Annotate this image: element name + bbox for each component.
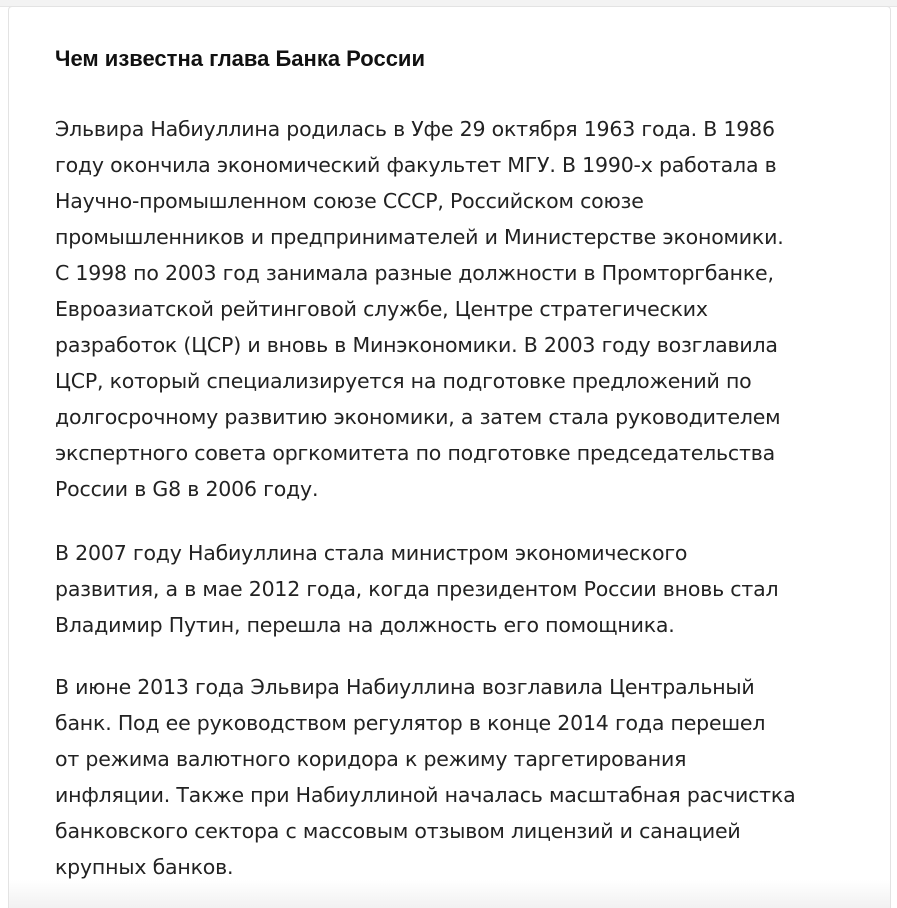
- paragraph-line: экспертного совета оргкомитета по подготовке председательства: [55, 441, 775, 465]
- paragraph-line: В 2007 году Набиуллина стала министром экономического: [55, 541, 688, 565]
- paragraph-line: банковского сектора с массовым отзывом лицензий и санацией: [55, 819, 741, 843]
- paragraph-line: крупных банков.: [55, 855, 234, 879]
- paragraph-line: Владимир Путин, перешла на должность его помощника.: [55, 613, 675, 637]
- paragraph-line: С 1998 по 2003 год занимала разные должности в Промторгбанке,: [55, 261, 774, 285]
- article-card: [8, 6, 891, 908]
- paragraph-line: инфляции. Также при Набиуллиной началась масштабная расчистка: [55, 783, 796, 807]
- paragraph-line: от режима валютного коридора к режиму таргетирования: [55, 747, 687, 771]
- article-heading: Чем известна глава Банка России: [55, 46, 425, 71]
- paragraph-line: России в G8 в 2006 году.: [55, 477, 319, 501]
- paragraph-line: ЦСР, который специализируется на подготовке предложений по: [55, 369, 752, 393]
- paragraph-line: разработок (ЦСР) и вновь в Минэкономики. В 2003 году возглавила: [55, 333, 778, 357]
- paragraph-central-bank: [55, 669, 855, 885]
- paragraph-line: Евроазиатской рейтинговой службе, Центре стратегических: [55, 297, 708, 321]
- paragraph-line: году окончила экономический факультет МГУ. В 1990-х работала в: [55, 153, 777, 177]
- paragraph-ministry: [55, 535, 855, 643]
- paragraph-line: Эльвира Набиуллина родилась в Уфе 29 октября 1963 года. В 1986: [55, 117, 775, 141]
- paragraph-line: банк. Под ее руководством регулятор в конце 2014 года перешел: [55, 711, 766, 735]
- paragraph-line: В июне 2013 года Эльвира Набиуллина возглавила Центральный: [55, 675, 755, 699]
- paragraph-line: Научно-промышленном союзе СССР, Российском союзе: [55, 189, 644, 213]
- paragraph-line: развития, а в мае 2012 года, когда президентом России вновь стал: [55, 577, 779, 601]
- paragraph-line: долгосрочному развитию экономики, а затем стала руководителем: [55, 405, 781, 429]
- paragraph-line: промышленников и предпринимателей и Министерстве экономики.: [55, 225, 784, 249]
- paragraph-biography: [55, 111, 855, 507]
